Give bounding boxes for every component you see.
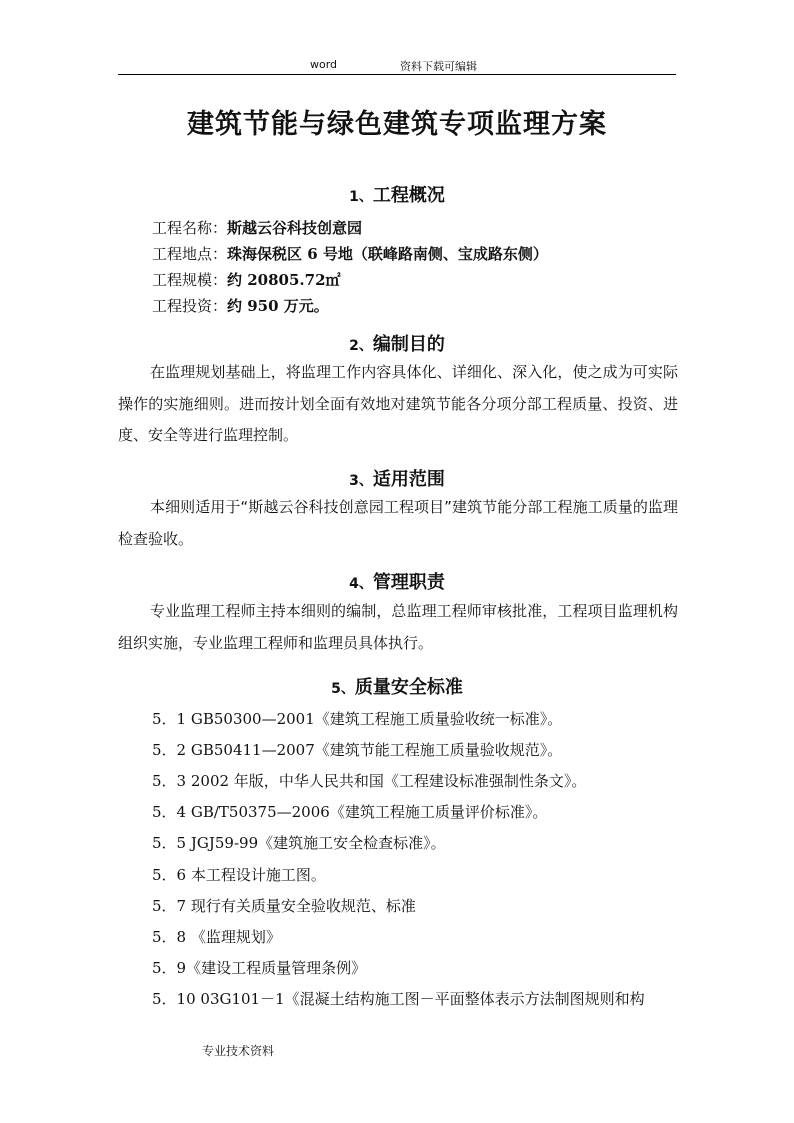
overview-row-name: 工程名称：斯越云谷科技创意园	[152, 219, 363, 237]
header-left-text: word	[310, 58, 338, 71]
standard-item: 5．8 《监理规划》	[152, 928, 281, 946]
section-heading-1: 1、工程概况	[349, 185, 445, 206]
standard-item: 5．3 2002 年版，中华人民共和国《工程建设标准强制性条文》。	[152, 772, 587, 790]
page-footer: 专业技术资料	[202, 1044, 275, 1058]
standard-item: 5．7 现行有关质量安全验收规范、标准	[152, 897, 416, 915]
standard-item: 5．4 GB/T50375—2006《建筑工程施工质量评价标准》。	[152, 803, 548, 821]
overview-row-investment: 工程投资：约 950 万元。	[152, 297, 329, 315]
standard-item: 5．5 JGJ59-99《建筑施工安全检查标准》。	[152, 834, 446, 852]
overview-row-scale: 工程规模：约 20805.72㎡	[152, 271, 341, 289]
scope-paragraph: 本细则适用于“斯越云谷科技创意园工程项目”建筑节能分部工程施工质量的监理检查验收。	[118, 498, 678, 548]
duty-paragraph: 专业监理工程师主持本细则的编制，总监理工程师审核批准，工程项目监理机构组织实施，专业监理工程师和监理员具体执行。	[118, 602, 678, 652]
standard-item: 5．2 GB50411—2007《建筑节能工程施工质量验收规范》。	[152, 741, 563, 759]
standard-item: 5．1 GB50300—2001《建筑工程施工质量验收统一标准》。	[152, 710, 563, 728]
standard-item: 5．6 本工程设计施工图。	[152, 866, 326, 884]
section-heading-4: 4、管理职责	[349, 572, 445, 593]
section-heading-3: 3、适用范围	[349, 469, 445, 490]
section-heading-2: 2、编制目的	[349, 334, 445, 355]
standard-item: 5．10 03G101－1《混凝土结构施工图－平面整体表示方法制图规则和构	[152, 990, 645, 1008]
header-right-text: 资料下载可编辑	[400, 60, 477, 73]
section-heading-5: 5、质量安全标准	[331, 677, 463, 698]
overview-row-location: 工程地点：珠海保税区 6 号地（联峰路南侧、宝成路东侧）	[152, 245, 548, 263]
document-title: 建筑节能与绿色建筑专项监理方案	[187, 109, 607, 140]
purpose-paragraph: 在监理规划基础上，将监理工作内容具体化、详细化、深入化，使之成为可实际操作的实施细则。进而按计划全面有效地对建筑节能各分项分部工程质量、投资、进度、安全等进行监理控制。	[118, 363, 678, 444]
page-header	[118, 56, 676, 75]
standard-item: 5．9《建设工程质量管理条例》	[152, 959, 367, 977]
